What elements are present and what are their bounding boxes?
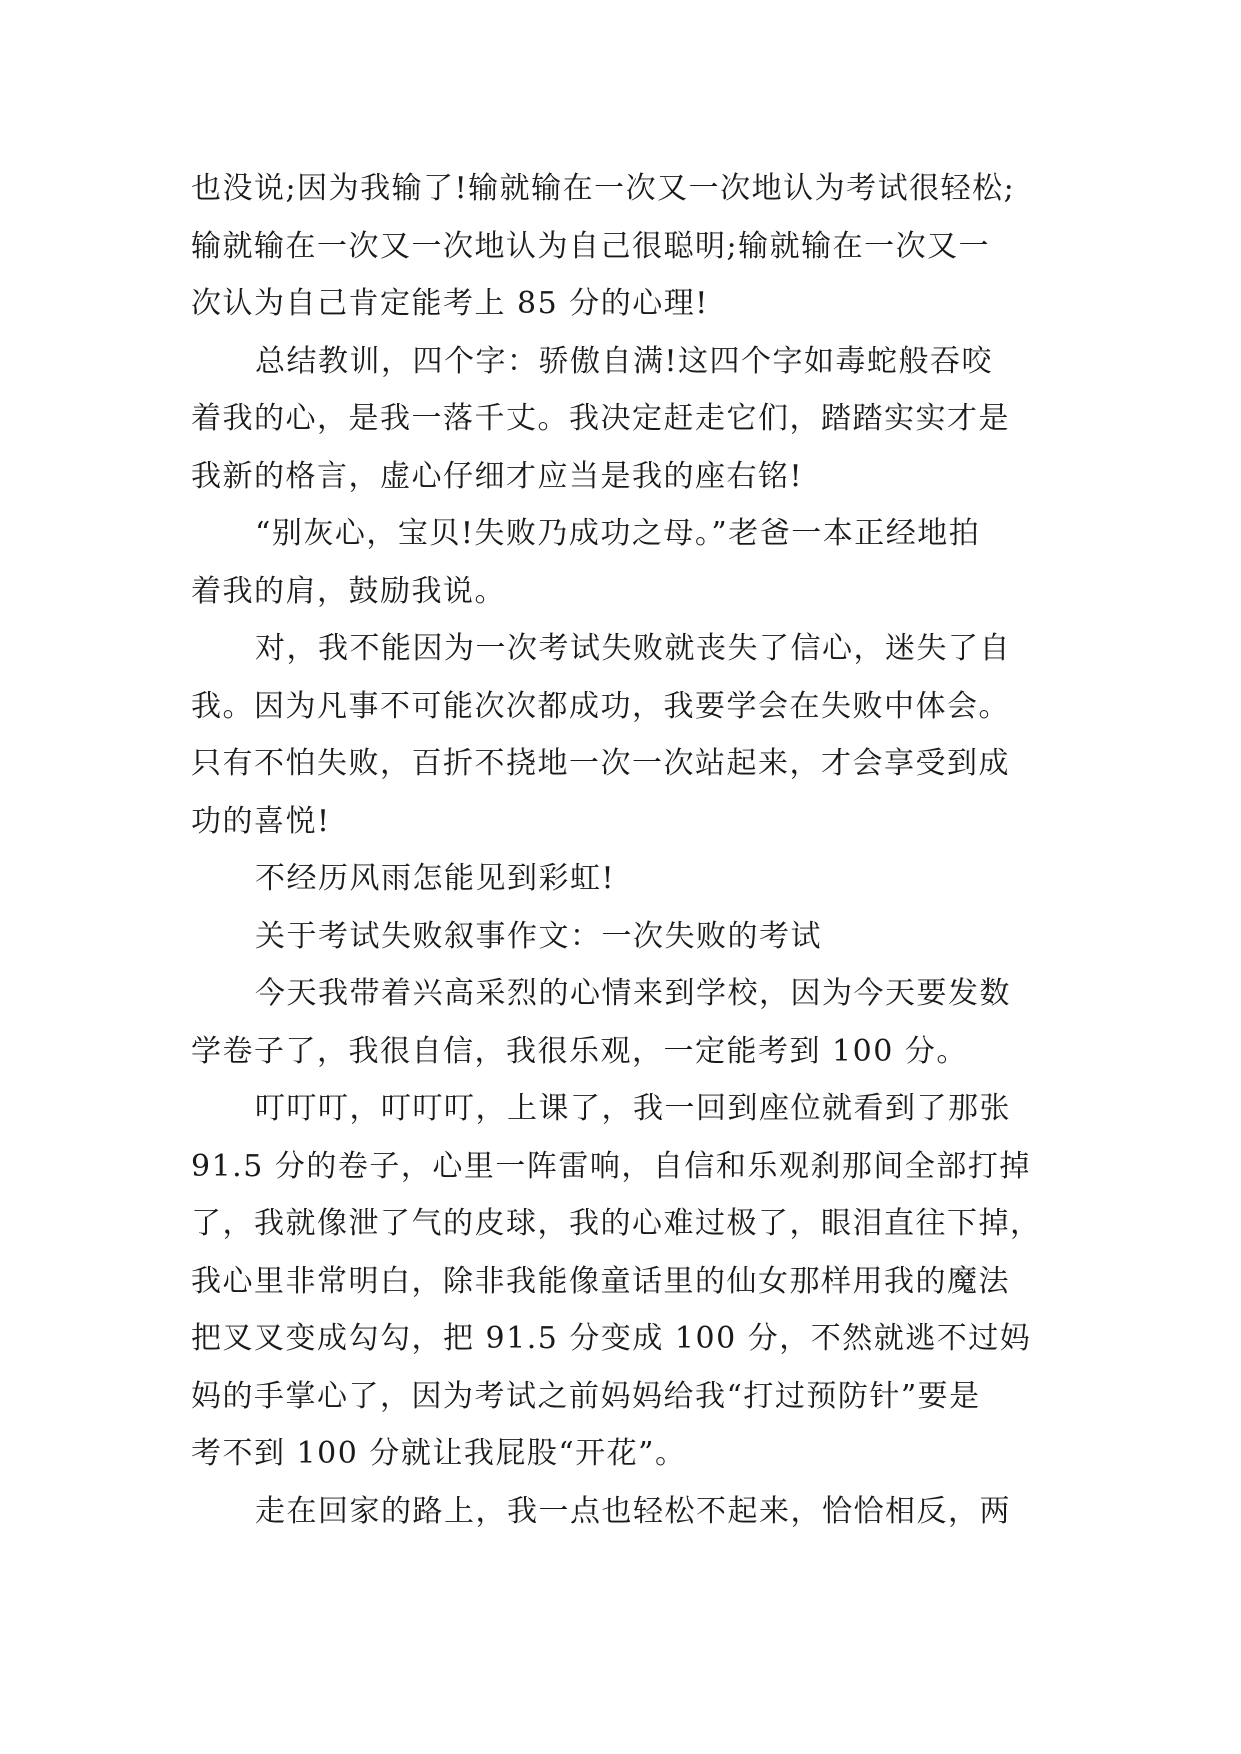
text-line: 今天我带着兴高采烈的心情来到学校，因为今天要发数: [255, 976, 1011, 1011]
text-line: 只有不怕失败，百折不挠地一次一次站起来，才会享受到成: [191, 746, 1010, 781]
text-line: 考不到 100 分就让我屁股“开花”。: [191, 1436, 687, 1471]
text-line: 我。因为凡事不可能次次都成功，我要学会在失败中体会。: [191, 688, 1010, 724]
text-line: 着我的肩，鼓励我说。: [191, 573, 506, 609]
document-body: [191, 160, 1051, 1540]
text-line: 着我的心，是我一落千丈。我决定赶走它们，踏踏实实才是: [191, 401, 1010, 436]
text-line: 学卷子了，我很自信，我很乐观，一定能考到 100 分。: [191, 1033, 968, 1069]
text-line: 也没说;因为我输了!输就输在一次又一次地认为考试很轻松;: [191, 171, 1016, 206]
text-line: 我心里非常明白，除非我能像童话里的仙女那样用我的魔法: [191, 1263, 1010, 1299]
text-line: 总结教训，四个字：骄傲自满!这四个字如毒蛇般吞咬: [255, 343, 994, 379]
text-line: 功的喜悦!: [191, 803, 331, 839]
text-line: 把叉叉变成勾勾，把 91.5 分变成 100 分，不然就逃不过妈: [191, 1321, 1032, 1356]
text-line: 次认为自己肯定能考上 85 分的心理!: [191, 286, 709, 321]
text-line: 叮叮叮，叮叮叮，上课了，我一回到座位就看到了那张: [255, 1091, 1011, 1126]
text-line: 对，我不能因为一次考试失败就丧失了信心，迷失了自: [255, 631, 1011, 666]
text-line: 我新的格言，虚心仔细才应当是我的座右铭!: [191, 458, 804, 494]
text-line: 关于考试失败叙事作文：一次失败的考试: [255, 918, 822, 954]
text-line: 了，我就像泄了气的皮球，我的心难过极了，眼泪直往下掉，: [191, 1206, 1042, 1241]
text-line: 91.5 分的卷子，心里一阵雷响，自信和乐观刹那间全部打掉: [191, 1148, 1031, 1184]
text-line: 妈的手掌心了，因为考试之前妈妈给我“打过预防针”要是: [191, 1378, 981, 1414]
text-line: 走在回家的路上，我一点也轻松不起来，恰恰相反，两: [255, 1493, 1011, 1529]
text-line: “别灰心，宝贝!失败乃成功之母。”老爸一本正经地拍: [255, 516, 981, 551]
text-line: 输就输在一次又一次地认为自己很聪明;输就输在一次又一: [191, 228, 991, 264]
text-line: 不经历风雨怎能见到彩虹!: [255, 861, 616, 896]
